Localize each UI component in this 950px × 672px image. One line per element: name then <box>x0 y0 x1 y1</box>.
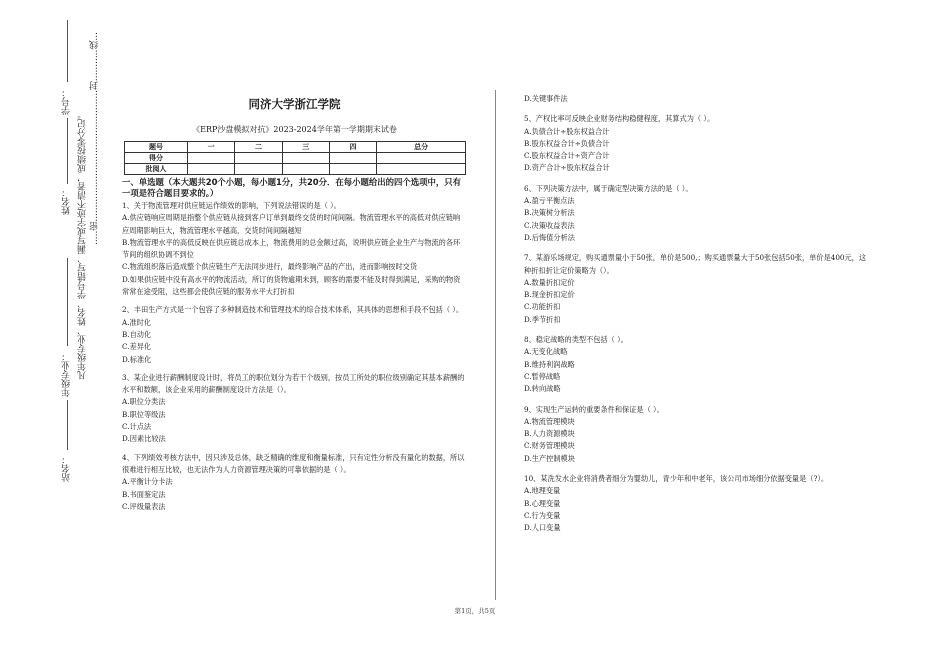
reviewer-row-label: 批阅人 <box>125 164 188 175</box>
question-5 <box>524 113 869 174</box>
option-d: D.关键事件法 <box>524 94 568 103</box>
reviewer-input-cell[interactable] <box>188 164 235 175</box>
right-column <box>524 93 869 535</box>
option-a: A.平衡计分卡法 <box>122 477 173 487</box>
binding-notice: 凡年级专业、姓名、学号错写、漏写或字迹不清者，成绩按零分记。 <box>78 110 88 380</box>
option-c: C.行为变量 <box>524 510 561 520</box>
option-a: A.数量折扣定价 <box>524 277 575 287</box>
question-9 <box>524 404 869 465</box>
option-c: C.物流组织落后造成整个供应链生产无法同步进行，最终影响产品的产出，进而影响按时交货 <box>122 262 418 272</box>
left-column <box>122 96 467 513</box>
option-c: C.暂停战略 <box>524 371 561 381</box>
option-d: D.转向战略 <box>524 384 561 394</box>
site-underline <box>67 400 68 450</box>
option-a: A.供应链响应周期是指整个供应链从接到客户订单到最终交货的时间间隔。物流管理水平的高低对供应链响应周期影响巨大，物流管理水平越高，交货时间间隔越短 <box>122 213 461 235</box>
question-stem: 7、某游乐场规定，购买通票量小于50张，单价是500,；购买通票量大于50张包括50张，单价是400元，这种折扣折让定价策略为（）。 <box>524 253 867 275</box>
score-input-cell[interactable] <box>282 153 329 164</box>
school-name: 同济大学浙江学院 <box>248 97 341 111</box>
option-d: D.标准化 <box>122 354 152 364</box>
site-label: 站名： <box>62 455 72 482</box>
option-b: B.股东权益合计÷负债合计 <box>524 138 610 148</box>
score-input-cell[interactable] <box>235 153 282 164</box>
option-b: B.心理变量 <box>524 498 561 508</box>
question-stem: 6、下列决策方法中，属于确定型决策方法的是（ ）。 <box>524 183 693 193</box>
reviewer-input-cell[interactable] <box>235 164 282 175</box>
option-c: C.决策收益表法 <box>524 220 575 230</box>
option-a: A.负债合计÷股东权益合计 <box>524 126 610 136</box>
score-header-cell: 总分 <box>377 142 466 153</box>
name-label: 姓名： <box>62 188 72 215</box>
option-b: B.职位等级法 <box>122 409 166 419</box>
option-b: B.书面鉴定法 <box>122 489 166 499</box>
option-d: D.后悔值分析法 <box>524 232 575 242</box>
score-header-cell: 题号 <box>125 142 188 153</box>
score-header-cell: 二 <box>235 142 282 153</box>
option-d: D.如果供应链中没有高水平的物流活动，所订的货物逾期未到，顾客的需要不能及时得到满足，采购的物资常常在途受阻，这些都会使供应链的服务水平大打折扣 <box>122 274 461 297</box>
score-table-header-row <box>125 142 466 153</box>
option-d: D.人口变量 <box>524 523 561 533</box>
option-b: B.维持利润战略 <box>524 359 575 369</box>
section-1-title: 一、单选题（本大题共20个小题，每小题1分，共20分．在每小题给出的四个选项中，只有一项是符合题目要求的。） <box>122 177 462 198</box>
page-number: 第1页，共5页 <box>454 607 496 615</box>
score-row <box>125 153 466 164</box>
score-row-label: 得分 <box>125 153 188 164</box>
score-input-cell[interactable] <box>188 153 235 164</box>
score-table <box>124 141 466 175</box>
question-10 <box>524 473 869 534</box>
reviewer-input-cell[interactable] <box>377 164 466 175</box>
question-stem: 1、关于物流管理对供应链运作绩效的影响，下列说法错误的是（ ）。 <box>122 201 341 210</box>
question-1 <box>122 200 467 298</box>
option-b: B.物流管理水平的高低反映在供应链总成本上，物流费用的总金额过高，说明供应链企业生产与物流的各环节间的组织协调不到位 <box>122 237 461 260</box>
option-c: C.股东权益合计÷资产合计 <box>524 151 610 161</box>
option-d: D.因素比较法 <box>122 434 166 444</box>
score-input-cell[interactable] <box>377 153 466 164</box>
option-a: A.物流管理模块 <box>524 416 575 426</box>
score-input-cell[interactable] <box>329 153 376 164</box>
grade-major-underline <box>67 258 68 346</box>
question-stem: 2、丰田生产方式是一个包容了多种制造技术和管理技术的综合技术体系，其具体的思想和手段不包括（ ）。 <box>122 305 464 315</box>
grade-major-label: 年级专业： <box>62 352 72 397</box>
student-id-underline <box>67 20 68 82</box>
question-7 <box>524 252 869 326</box>
option-b: B.现金折扣定价 <box>524 290 575 300</box>
question-8 <box>524 334 869 395</box>
question-2 <box>122 304 467 365</box>
score-header-cell: 四 <box>329 142 376 153</box>
question-stem: 9、实现生产运转的重要条件和保证是（ ）。 <box>524 404 664 414</box>
score-header-cell: 三 <box>282 142 329 153</box>
binding-margin <box>0 0 118 672</box>
option-c: C.评级量表法 <box>122 501 166 511</box>
option-c: C.计点法 <box>122 422 152 432</box>
score-header-cell: 一 <box>188 142 235 153</box>
question-6 <box>524 183 869 244</box>
seal-line-text: .....密..............................................封...........线... <box>90 32 100 245</box>
question-4 <box>122 452 467 513</box>
option-d: D.资产合计÷股东权益合计 <box>524 163 610 173</box>
option-a: A.准时化 <box>122 317 152 327</box>
option-a: A.职位分类法 <box>122 397 166 407</box>
reviewer-row <box>125 164 466 175</box>
option-b: B.人力资源模块 <box>524 429 575 439</box>
option-d: D.季节折扣 <box>524 314 561 324</box>
student-id-label: 学号： <box>62 88 72 115</box>
question-stem: 5、产权比率可反映企业财务结构稳健程度，其算式为（ ）。 <box>524 114 715 124</box>
question-stem: 3、某企业进行薪酬制度设计时，将员工的职位划分为若干个级别，按员工所处的职位级别确定其基本薪酬的水平和数额，该企业采用的薪酬制度设计方法是（）。 <box>122 372 465 395</box>
name-underline <box>67 118 68 184</box>
option-b: B.决策树分析法 <box>524 208 575 218</box>
option-a: A.盈亏平衡点法 <box>524 196 575 206</box>
reviewer-input-cell[interactable] <box>282 164 329 175</box>
reviewer-input-cell[interactable] <box>329 164 376 175</box>
exam-title: 《ERP沙盘模拟对抗》2023-2024学年第一学期期末试卷 <box>192 125 397 134</box>
question-stem: 4、下列绩效考核方法中，因只涉及总体，缺乏精确的维度和衡量标准，只有定性分析没有量化的数据，所以很难进行相互比较，也无法作为人力资源管理决策的可靠依据的是（ ）。 <box>122 452 465 474</box>
question-4-continued <box>524 93 869 105</box>
column-divider <box>495 90 496 600</box>
option-c: C.财务管理模块 <box>524 441 575 451</box>
option-c: C.差异化 <box>122 342 152 352</box>
option-d: D.生产控制模块 <box>524 453 575 463</box>
option-b: B.自动化 <box>122 329 152 339</box>
option-c: C.功能折扣 <box>524 302 561 312</box>
option-a: A.地理变量 <box>524 486 561 496</box>
option-a: A.无变化战略 <box>524 347 568 357</box>
question-stem: 10、某洗发水企业将消费者细分为婴幼儿，青少年和中老年，该公司市场细分依据变量是（?）。 <box>524 474 829 484</box>
question-stem: 8、稳定战略的类型不包括（ ）。 <box>524 335 628 345</box>
question-3 <box>122 372 467 446</box>
